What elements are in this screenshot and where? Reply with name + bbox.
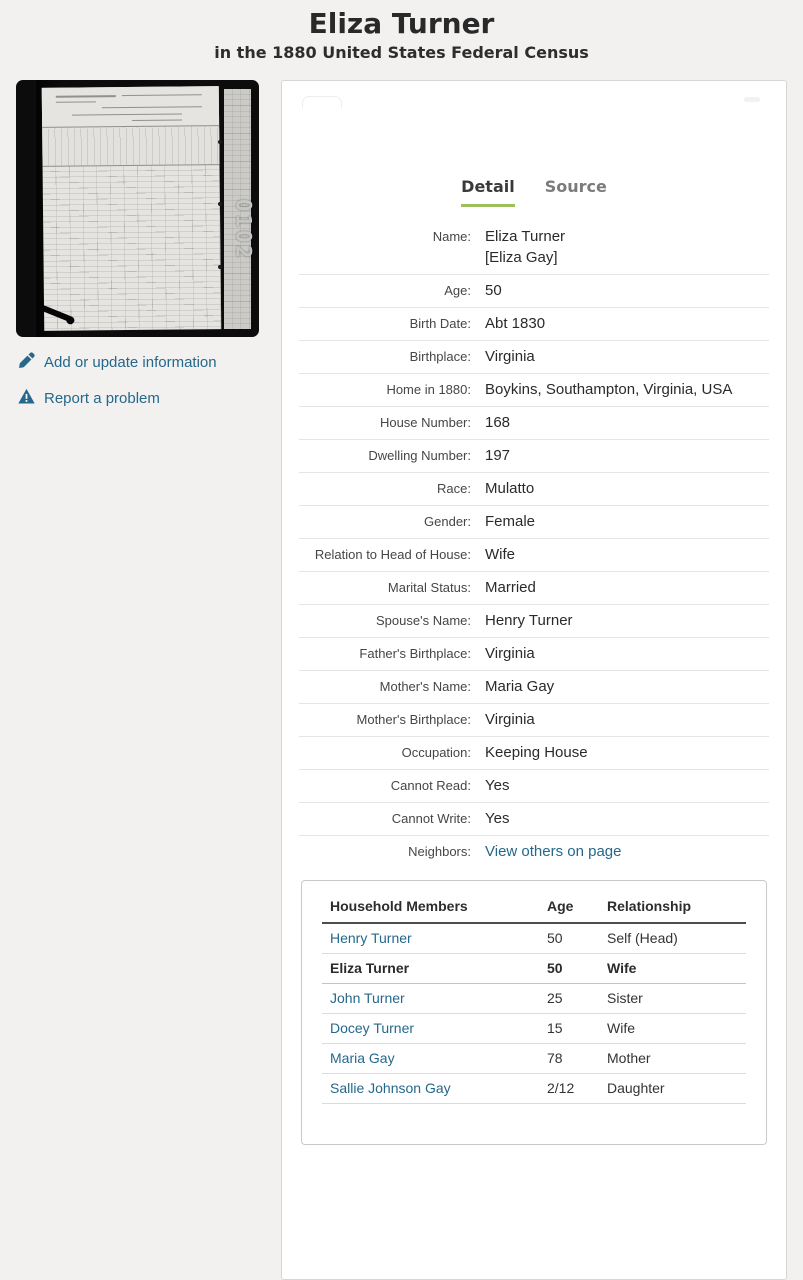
report-problem-link[interactable] xyxy=(16,388,259,409)
field-value: Mulatto xyxy=(485,480,535,497)
field-value: Virginia xyxy=(485,711,535,728)
binder-dot xyxy=(218,265,222,269)
binder-dot xyxy=(218,140,222,144)
member-relationship: Wife xyxy=(599,954,746,984)
field-label: Father's Birthplace: xyxy=(359,646,471,661)
field-label: Birthplace: xyxy=(409,349,471,364)
thumbnail-sheet-header xyxy=(42,86,219,128)
field-value: Wife xyxy=(485,546,515,563)
field-value xyxy=(485,226,565,268)
field-value: Virginia xyxy=(485,645,535,662)
detail-row-neighbors xyxy=(299,835,769,868)
pencil-icon xyxy=(18,352,35,373)
detail-row-father-birthplace xyxy=(299,637,769,670)
field-value-primary: Eliza Turner xyxy=(485,228,566,245)
field-label: Occupation: xyxy=(401,745,471,760)
detail-row-name xyxy=(299,221,769,274)
scroll-artifact xyxy=(302,96,342,108)
view-others-on-page-link[interactable]: View others on page xyxy=(485,843,622,860)
household-row-henry-turner xyxy=(322,923,746,954)
page-title: Eliza Turner xyxy=(308,7,495,40)
field-value: Female xyxy=(485,513,536,530)
field-label: Cannot Write: xyxy=(391,811,471,826)
tab-detail[interactable]: Detail xyxy=(461,177,515,207)
detail-row-cannot-write xyxy=(299,802,769,835)
detail-row-home-in-1880 xyxy=(299,373,769,406)
member-name-link[interactable]: Docey Turner xyxy=(330,1020,415,1036)
field-label: Dwelling Number: xyxy=(368,448,471,463)
thumbnail-census-sheet xyxy=(42,86,222,331)
member-age: 25 xyxy=(539,984,599,1014)
member-name-link[interactable]: Sallie Johnson Gay xyxy=(330,1080,451,1096)
detail-row-marital-status xyxy=(299,571,769,604)
field-value: Boykins, Southampton, Virginia, USA xyxy=(485,381,733,398)
field-value: Abt 1830 xyxy=(485,315,546,332)
record-tabs xyxy=(299,177,769,207)
household-members-table xyxy=(322,898,746,1104)
field-label: Birth Date: xyxy=(409,316,471,331)
field-label: Name: xyxy=(432,229,471,244)
report-problem-label: Report a problem xyxy=(44,390,160,407)
member-relationship: Daughter xyxy=(599,1074,746,1104)
field-label: Age: xyxy=(444,283,471,298)
detail-row-birth-date xyxy=(299,307,769,340)
field-value: Henry Turner xyxy=(485,612,573,629)
field-label: Mother's Birthplace: xyxy=(356,712,471,727)
tab-source[interactable]: Source xyxy=(544,177,607,196)
field-label: Spouse's Name: xyxy=(376,613,471,628)
alert-triangle-icon xyxy=(18,388,35,409)
detail-row-age xyxy=(299,274,769,307)
field-value: 197 xyxy=(485,447,511,464)
field-label: House Number: xyxy=(379,415,471,430)
field-label: Race: xyxy=(437,481,471,496)
member-age: 50 xyxy=(539,923,599,954)
field-value: Married xyxy=(485,579,536,596)
field-value: Yes xyxy=(485,777,510,794)
detail-row-occupation xyxy=(299,736,769,769)
detail-row-race xyxy=(299,472,769,505)
page-subtitle: in the 1880 United States Federal Census xyxy=(214,43,589,62)
member-age: 15 xyxy=(539,1014,599,1044)
record-card xyxy=(281,80,787,1280)
census-image-thumbnail[interactable] xyxy=(16,80,259,337)
member-relationship: Wife xyxy=(599,1014,746,1044)
member-name-link[interactable]: Maria Gay xyxy=(330,1050,395,1066)
household-row-eliza-turner xyxy=(322,954,746,984)
thumbnail-column-headers xyxy=(42,127,219,167)
column-header-relationship: Relationship xyxy=(599,898,746,923)
field-value: 168 xyxy=(485,414,511,431)
detail-row-mother-name xyxy=(299,670,769,703)
detail-row-mother-birthplace xyxy=(299,703,769,736)
household-row-docey-turner xyxy=(322,1014,746,1044)
detail-row-cannot-read xyxy=(299,769,769,802)
field-label: Mother's Name: xyxy=(379,679,471,694)
add-update-information-link[interactable] xyxy=(16,352,259,373)
member-age: 50 xyxy=(539,954,599,984)
household-row-sallie-johnson-gay xyxy=(322,1074,746,1104)
field-label: Home in 1880: xyxy=(386,382,471,397)
content xyxy=(0,80,803,1280)
member-relationship: Self (Head) xyxy=(599,923,746,954)
field-value-alternate: [Eliza Gay] xyxy=(485,249,558,266)
detail-fields xyxy=(299,221,769,868)
detail-row-dwelling-number xyxy=(299,439,769,472)
household-row-john-turner xyxy=(322,984,746,1014)
member-age: 2/12 xyxy=(539,1074,599,1104)
field-label: Relation to Head of House: xyxy=(314,547,471,562)
detail-row-birthplace xyxy=(299,340,769,373)
detail-row-spouse-name xyxy=(299,604,769,637)
household-row-maria-gay xyxy=(322,1044,746,1074)
household-members-box xyxy=(301,880,767,1145)
detail-row-house-number xyxy=(299,406,769,439)
field-label: Cannot Read: xyxy=(390,778,471,793)
field-label: Gender: xyxy=(424,514,471,529)
field-value: Maria Gay xyxy=(485,678,555,695)
column-header-household-members: Household Members xyxy=(322,898,539,923)
field-value: 50 xyxy=(485,282,502,299)
field-value: Virginia xyxy=(485,348,535,365)
detail-row-gender xyxy=(299,505,769,538)
column-header-age: Age xyxy=(539,898,599,923)
add-update-information-label: Add or update information xyxy=(44,354,217,371)
field-value: Yes xyxy=(485,810,510,827)
member-relationship: Sister xyxy=(599,984,746,1014)
field-value: Keeping House xyxy=(485,744,588,761)
household-header-row xyxy=(322,898,746,923)
scroll-artifact xyxy=(744,97,760,102)
thumbnail-page-number: 0102 xyxy=(231,198,256,262)
binder-dot xyxy=(218,202,222,206)
member-name-link[interactable]: Henry Turner xyxy=(330,930,412,946)
member-relationship: Mother xyxy=(599,1044,746,1074)
member-age: 78 xyxy=(539,1044,599,1074)
member-name-link[interactable]: John Turner xyxy=(330,990,405,1006)
left-column xyxy=(16,80,259,409)
field-label: Marital Status: xyxy=(387,580,471,595)
page-header xyxy=(0,0,803,64)
field-label: Neighbors: xyxy=(408,844,471,859)
member-name-current: Eliza Turner xyxy=(322,954,539,984)
detail-row-relation-to-head xyxy=(299,538,769,571)
